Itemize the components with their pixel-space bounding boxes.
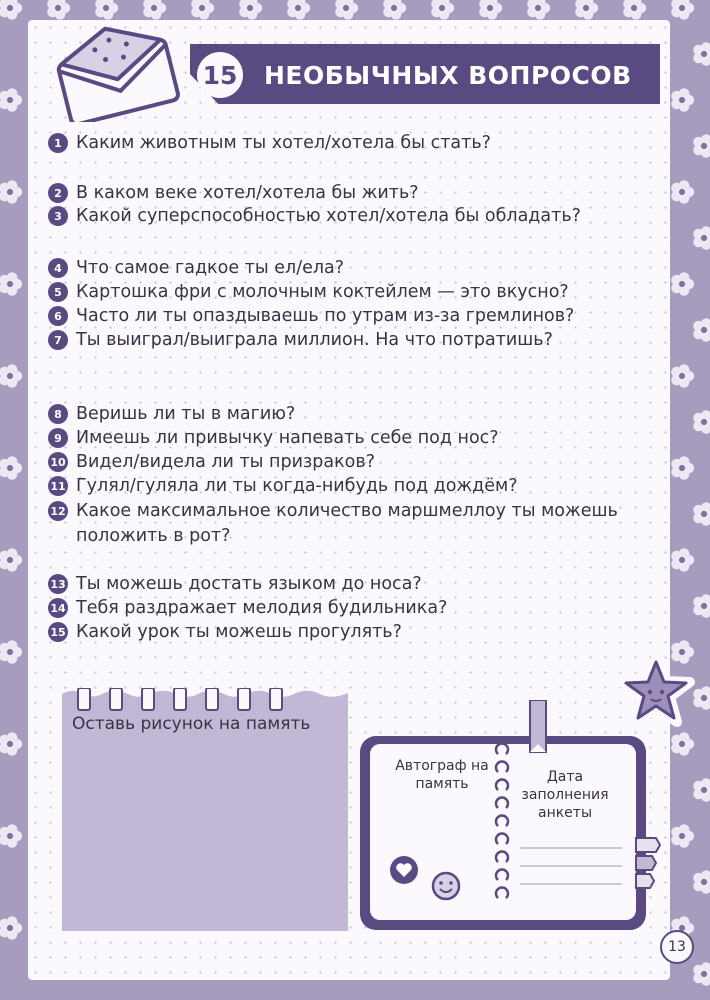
- flower-decoration: [693, 870, 710, 894]
- flower-decoration: [335, 0, 358, 20]
- question-item: [48, 450, 375, 474]
- question-item: [48, 280, 569, 304]
- question-item: [48, 256, 344, 280]
- header-count-badge: 15: [197, 52, 243, 98]
- flower-decoration: [693, 778, 710, 802]
- question-number: 15: [48, 622, 68, 642]
- flower-decoration: [0, 640, 22, 664]
- flower-decoration: [693, 318, 710, 342]
- flower-decoration: [575, 0, 598, 20]
- question-text: Часто ли ты опаздываешь по утрам из-за гремлинов?: [76, 306, 575, 326]
- flower-decoration: [693, 42, 710, 66]
- question-text: Каким животным ты хотел/хотела бы стать?: [76, 133, 491, 153]
- flower-decoration: [693, 226, 710, 250]
- question-number: 9: [48, 428, 68, 448]
- drawing-note-label: Оставь рисунок на память: [72, 714, 311, 734]
- question-text: Ты можешь достать языком до носа?: [76, 574, 422, 594]
- flower-decoration: [383, 0, 406, 20]
- question-text: Гулял/гуляла ли ты когда-нибудь под дождём?: [76, 476, 518, 496]
- flower-decoration: [671, 272, 694, 296]
- question-number: 14: [48, 598, 68, 618]
- question-number: 2: [48, 183, 68, 203]
- page-title: НЕОБЫЧНЫХ ВОПРОСОВ: [264, 61, 632, 90]
- flower-decoration: [0, 364, 22, 388]
- flower-decoration: [693, 410, 710, 434]
- question-item: [48, 572, 422, 596]
- flower-decoration: [239, 0, 262, 20]
- flower-decoration: [693, 962, 710, 986]
- autograph-notebook: [360, 700, 665, 932]
- question-item: [48, 328, 553, 352]
- question-item: [48, 474, 518, 498]
- question-text: Видел/видела ли ты призраков?: [76, 452, 375, 472]
- flower-decoration: [47, 0, 70, 20]
- flower-decoration: [671, 88, 694, 112]
- flower-decoration: [143, 0, 166, 20]
- flower-decoration: [693, 594, 710, 618]
- flower-decoration: [623, 0, 646, 20]
- question-item: [48, 596, 447, 620]
- question-text: В каком веке хотел/хотела бы жить?: [76, 183, 419, 203]
- question-text: Какой урок ты можешь прогулять?: [76, 622, 402, 642]
- flower-decoration: [671, 824, 694, 848]
- flower-decoration: [0, 180, 22, 204]
- question-number: 11: [48, 476, 68, 496]
- flower-decoration: [671, 456, 694, 480]
- question-number: 3: [48, 206, 68, 226]
- question-item: [48, 131, 491, 155]
- flower-decoration: [527, 0, 550, 20]
- question-text: Картошка фри с молочным коктейлем — это вкусно?: [76, 282, 569, 302]
- flower-decoration: [0, 548, 22, 572]
- flower-decoration: [671, 548, 694, 572]
- question-text: Веришь ли ты в магию?: [76, 404, 296, 424]
- question-number: 4: [48, 258, 68, 278]
- question-number: 1: [48, 133, 68, 153]
- question-item: [48, 304, 574, 328]
- question-number: 13: [48, 574, 68, 594]
- envelope-icon: [44, 22, 184, 122]
- flower-decoration: [0, 88, 22, 112]
- flower-decoration: [671, 180, 694, 204]
- question-text: Какое максимальное количество маршмеллоу ты можешь: [76, 501, 618, 521]
- question-number: 12: [48, 501, 68, 521]
- question-text: Что самое гадкое ты ел/ела?: [76, 258, 345, 278]
- question-item: [48, 402, 295, 426]
- flower-decoration: [0, 272, 22, 296]
- question-item: [48, 426, 499, 450]
- autograph-label: Автограф на память: [395, 758, 489, 792]
- flower-decoration: [693, 502, 710, 526]
- flower-decoration: [431, 0, 454, 20]
- page-number: 13: [660, 930, 694, 964]
- question-text: Имеешь ли привычку напевать себе под нос?: [76, 428, 499, 448]
- flower-decoration: [0, 732, 22, 756]
- flower-decoration: [693, 134, 710, 158]
- flower-decoration: [0, 456, 22, 480]
- flower-decoration: [95, 0, 118, 20]
- date-label: Дата заполнения анкеты: [521, 769, 609, 821]
- question-number: 7: [48, 330, 68, 350]
- flower-decoration: [0, 0, 22, 20]
- question-text: положить в рот?: [76, 526, 231, 546]
- question-number: 10: [48, 452, 68, 472]
- star-icon: [616, 652, 696, 732]
- question-number: 8: [48, 404, 68, 424]
- flower-decoration: [671, 732, 694, 756]
- question-number: 5: [48, 282, 68, 302]
- question-number: 6: [48, 306, 68, 326]
- question-item: [48, 620, 402, 644]
- flower-decoration: [191, 0, 214, 20]
- flower-decoration: [671, 0, 694, 20]
- question-item-continuation: [76, 524, 230, 548]
- flower-decoration: [287, 0, 310, 20]
- question-item: [48, 204, 581, 228]
- flower-decoration: [0, 916, 22, 940]
- flower-decoration: [671, 364, 694, 388]
- question-text: Ты выиграл/выиграла миллион. На что потратишь?: [76, 330, 553, 350]
- question-text: Тебя раздражает мелодия будильника?: [76, 598, 448, 618]
- question-item: [48, 181, 419, 205]
- question-text: Какой суперспособностью хотел/хотела бы обладать?: [76, 206, 581, 226]
- question-item: [48, 499, 618, 523]
- flower-decoration: [0, 824, 22, 848]
- flower-decoration: [479, 0, 502, 20]
